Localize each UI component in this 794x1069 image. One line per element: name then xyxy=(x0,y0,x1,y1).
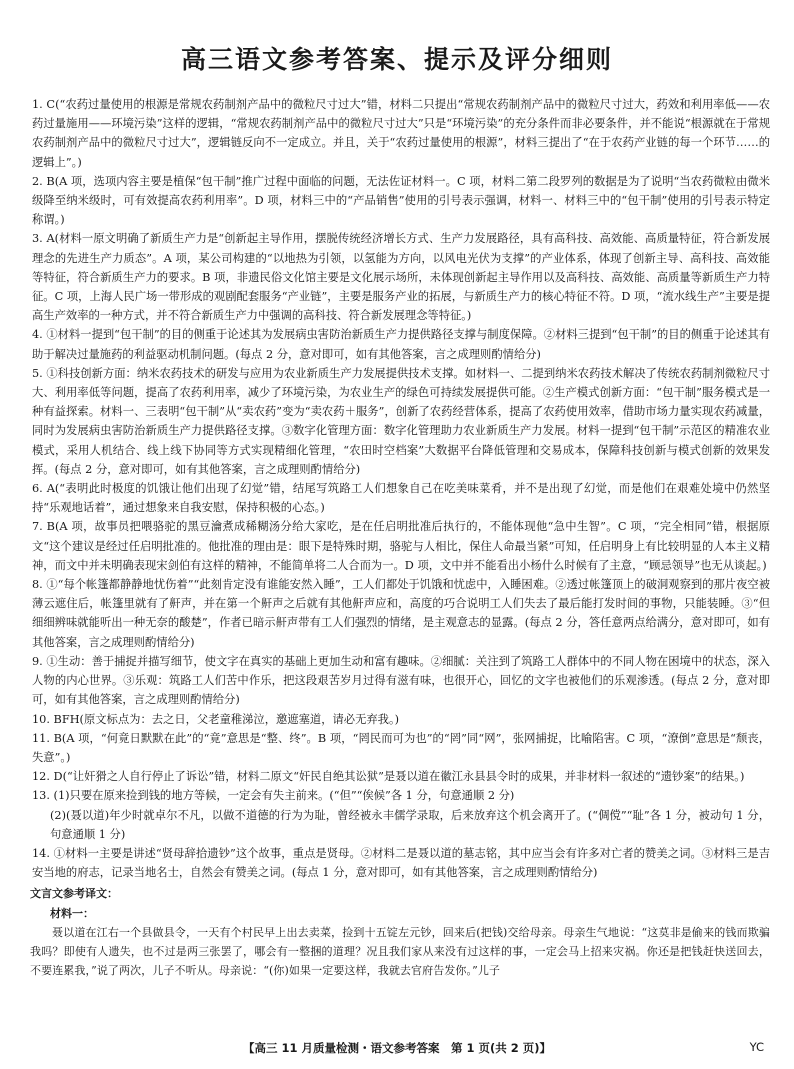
answer-item-3: 3. A(材料一原文明确了新质生产力是“创新起主导作用，摆脱传统经济增长方式、生产力发展路径，具有高科技、高效能、高质量特征，符合新发展理念的先进生产力质态”。A 项，某公司构建的“以地热为引领，以氢能为方向，以风电光伏为支撑”的产业体系，体现了创新主导、高科技、高效能等特征，符合新质生产力的要求。B 项，非遗民俗文化馆主要是文化展示场所，未体现创新起主导作用以及高科技、高效能、高质量等新质生产力特征。C 项，上海人民广场一带形成的观剧配套服务“产业链”，主要是服务产业的拓展，与新质生产力的核心特征不符。D 项，“流水线生产”主要是提高生产效率的一种方式，并不符合新质生产力中强调的高科技、符合新发展理念等特征。) xyxy=(32,232,770,323)
answer-item-6: 6. A(“表明此时极度的饥饿让他们出现了幻觉”错，结尾写筑路工人们想象自己在吃美味菜肴，并不是出现了幻觉，而是他们在艰难处境中仍然坚持“乐观地话着”，通过想象来自我安慰，保持积极的心态。) xyxy=(32,482,770,515)
answer-item-8: 8. ①“每个帐篷都静静地忧伤着”“此刻肯定没有谁能安然入睡”，工人们都处于饥饿和忧虑中，入睡困难。②透过帐篷顶上的破洞观察到的那片夜空被薄云遮住后，帐篷里就有了鼾声，并在第一个鼾声之后就有其他鼾声应和，高度的巧合说明工人们失去了最后能打发时间的事物，只能装睡。③“但细细辨味就能听出一种无奈的酸楚”，作者已暗示鼾声带有工人们强烈的情绪，是主观意志的显露。(每点 2 分，答任意两点给满分，意对即可，如有其他答案，言之成理则酌情给分) xyxy=(32,578,770,649)
answer-item-5: 5. ①科技创新方面：纳米农药技术的研发与应用为农业新质生产力发展提供技术支撑。如材料一、二提到纳米农药技术解决了传统农药制剂微粒尺寸大、利用率低等问题，提高了农药利用率，减少了环境污染，为农业生产的绿色可持续发展提供可能。②生产模式创新方面：“包干制”服务模式是一种有益探索。材料一、三表明“包干制”从“卖农药”变为“卖农药＋服务”，创新了农药经营体系，提高了农药使用效率，借助市场力量实现农药减量，同时为发展病虫害防治新质生产力提供路径支撑。③数字化管理方面：数字化管理助力农业新质生产力发展。材料一提到“包干制”示范区的精准农业模式，采用人机结合、线上线下协同等方式实现精细化管理，“农田时空档案”大数据平台降低管理和交易成本，保障科技创新与模式创新的效果发挥。(每点 2 分，意对即可，如有其他答案，言之成理则酌情给分) xyxy=(32,366,770,476)
page-title: 高三语文参考答案、提示及评分细则 xyxy=(180,45,613,74)
material-1-heading: 材料一： xyxy=(50,906,94,920)
footer-code: YC xyxy=(749,1040,764,1054)
answer-item-13-2: (2)(聂以道)年少时就卓尔不凡，以做不道德的行为为耻，曾经被永丰儒学录取，后来放弃这个机会离开了。(“倜傥”“耻”各 1 分，被动句 1 分，句意通顺 1 分) xyxy=(50,808,770,841)
answer-item-7: 7. B(A 项，故事员把喂骆驼的黑豆瀹煮成稀糊汤分给大家吃，是在任启明批准后执行的，不能体现他“急中生智”。C 项，“完全相同”错，根据原文“这个建议是经过任启明批准的。他批准的理由是：眼下是特殊时期，骆驼与人相比，保住人命最当紧”可知，任启明身上有比较明显的人本主义精神，而文中并未明确表现宋剑伯有这样的精神，不能简单将二人合而为一。D 项，文中并不能看出小杨什么时候有了主意，“顾忌领导”也无从谈起。) xyxy=(32,520,770,572)
answer-item-9: 9. ①生动：善于捕捉并描写细节，使文字在真实的基础上更加生动和富有趣味。②细腻：关注到了筑路工人群体中的不同人物在困境中的状态，深入人物的内心世界。③乐观：筑路工人们苦中作乐，把这段艰苦岁月过得有滋有味，也很开心，回忆的文字也被他们的乐观渗透。(每点 2 分，意对即可，如有其他答案，言之成理则酌情给分) xyxy=(32,654,770,707)
answer-item-11: 11. B(A 项，“何竟日默默在此”的“竟”意思是“整、终”。B 项，“罔民而可为也”的“罔”同“网”，张网捕捉，比喻陷害。C 项，“潦倒”意思是“颓丧，失意”。) xyxy=(32,731,770,764)
answer-item-14: 14. ①材料一主要是讲述“贤母辞拾遗钞”这个故事，重点是贤母。②材料二是聂以道的墓志铭，其中应当会有许多对亡者的赞美之词。③材料三是吉安当地的府志，记录当地名士，自然会有赞美之词。(每点 1 分，意对即可，如有其他答案，言之成理则酌情给分) xyxy=(32,846,770,880)
translation-heading: 文言文参考译文： xyxy=(30,887,118,901)
answer-item-12: 12. D(“让奸猾之人自行停止了诉讼”错，材料二原文“奸民自绝其讼狱”是聂以道在徽江永县县令时的成果，并非材料一叙述的“遗钞案”的结果。) xyxy=(32,770,745,784)
answer-item-4: 4. ①材料一提到“包干制”的目的侧重于论述其为发展病虫害防治新质生产力提供路径支撑与制度保障。②材料三提到“包干制”的目的侧重于论述其有助于解决过量施药的利益驱动机制问题。(每点 2 分，意对即可，如有其他答案，言之成理则酌情给分) xyxy=(32,328,770,361)
answer-item-10: 10. BFH(原文标点为：去之日，父老童稚涕泣，邀遮塞道，请必无弃我。) xyxy=(32,712,400,726)
answer-item-2: 2. B(A 项，选项内容主要是植保“包干制”推广过程中面临的问题，无法佐证材料一。C 项，材料二第二段罗列的数据是为了说明“当农药微粒由微米级降至纳米级时，可有效提高农药利用率”。D 项，材料三中的“产品销售”使用的引号表示强调，材料一、材料三中的“包干制”使用的引号表示特定称谓。) xyxy=(32,174,770,227)
answer-item-13-1: 13. (1)只要在原来捡到钱的地方等候，一定会有失主前来。(“但”“俟候”各 1 分，句意通顺 2 分) xyxy=(32,789,515,803)
answer-item-1: 1. C(“农药过量使用的根源是常规农药制剂产品中的微粒尺寸过大”错，材料二只提出“常规农药制剂产品中的微粒尺寸过大，药效和利用率低——农药过量施用——环境污染”这样的逻辑，“常规农药制剂产品中的微粒尺寸过大”只是“环境污染”的充分条件而非必要条件，并不能说“根源就在于常规农药制剂产品中的微粒尺寸过大”，逻辑链反向不一定成立。并且，关于“农药过量使用的根源”，材料三提出了“在于农药产业链的每一个环节……的逻辑上”。) xyxy=(32,98,770,169)
footer-page-info: 【高三 11 月质量检测・语文参考答案 第 1 页(共 2 页)】 xyxy=(242,1041,552,1055)
answer-content xyxy=(30,95,770,980)
translation-paragraph: 聂以道在江右一个县做县令，一天有个村民早上出去卖菜，捡到十五锭左元钞，回来后(把钱)交给母亲。母亲生气地说：“这莫非是偷来的钱而欺骗我吗？即使有人遗失，也不过是两三张罢了，哪会有一整捆的道理？况且我们家从来没有过这样的事，一定会马上招来灾祸。你还是把钱赶快送回去，不要连累我，”说了两次，儿子不听从。母亲说：“(你)如果一定要这样，我就去官府告发你。”儿子 xyxy=(30,925,770,978)
